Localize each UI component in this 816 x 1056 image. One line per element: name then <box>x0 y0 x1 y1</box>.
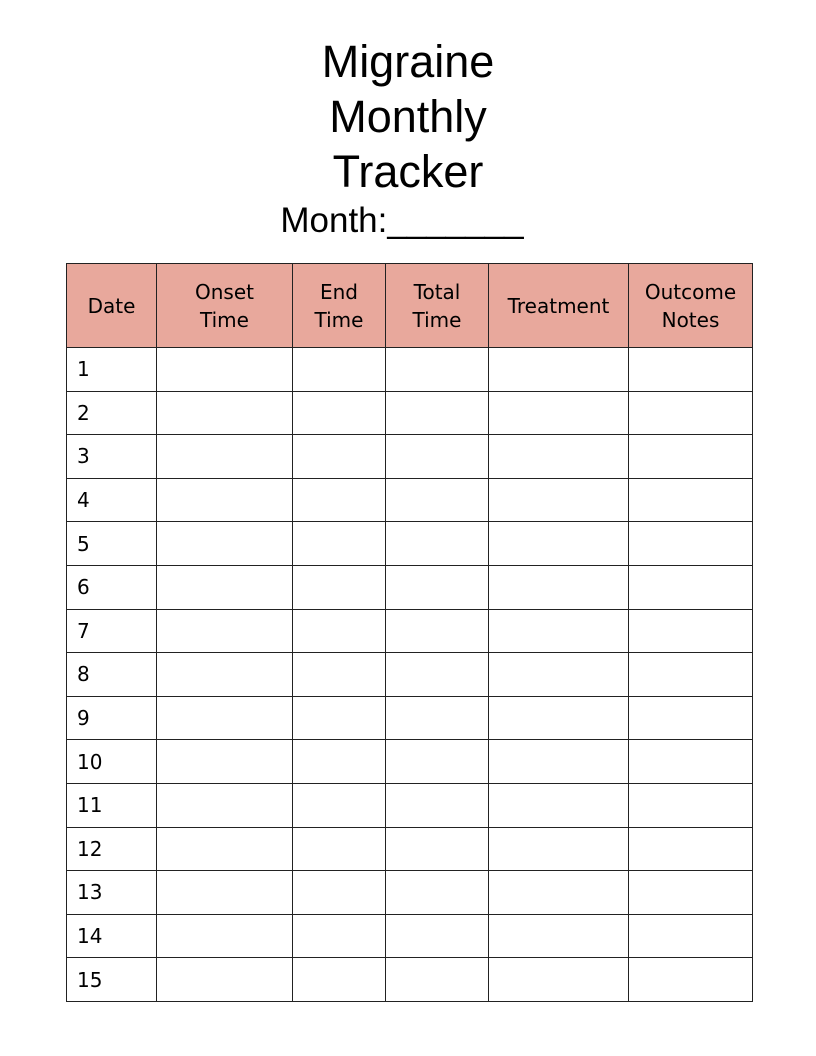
total-time-cell[interactable] <box>386 348 489 392</box>
table-row <box>67 391 753 435</box>
total-time-cell[interactable] <box>386 522 489 566</box>
date-cell: 9 <box>67 696 157 740</box>
outcome-notes-cell[interactable] <box>629 740 753 784</box>
treatment-cell[interactable] <box>489 827 629 871</box>
date-cell: 6 <box>67 565 157 609</box>
end-time-cell[interactable] <box>293 609 386 653</box>
table-row <box>67 348 753 392</box>
onset-time-cell[interactable] <box>157 435 293 479</box>
outcome-notes-cell[interactable] <box>629 914 753 958</box>
total-time-cell[interactable] <box>386 783 489 827</box>
end-time-cell[interactable] <box>293 827 386 871</box>
header-label: Onset <box>195 279 254 304</box>
title-line-2: Monthly <box>329 91 487 142</box>
table-row <box>67 871 753 915</box>
page-title <box>0 34 816 199</box>
total-time-cell[interactable] <box>386 696 489 740</box>
table-row <box>67 653 753 697</box>
outcome-notes-cell[interactable] <box>629 478 753 522</box>
onset-time-cell[interactable] <box>157 522 293 566</box>
outcome-notes-cell[interactable] <box>629 827 753 871</box>
table-row <box>67 696 753 740</box>
column-header-onset-time <box>157 264 293 348</box>
total-time-cell[interactable] <box>386 871 489 915</box>
end-time-cell[interactable] <box>293 914 386 958</box>
treatment-cell[interactable] <box>489 914 629 958</box>
date-cell: 15 <box>67 958 157 1002</box>
header-label: Date <box>87 293 136 318</box>
header-label: Notes <box>661 307 720 332</box>
header-label: Time <box>314 307 364 332</box>
onset-time-cell[interactable] <box>157 958 293 1002</box>
onset-time-cell[interactable] <box>157 391 293 435</box>
total-time-cell[interactable] <box>386 478 489 522</box>
onset-time-cell[interactable] <box>157 871 293 915</box>
end-time-cell[interactable] <box>293 565 386 609</box>
outcome-notes-cell[interactable] <box>629 348 753 392</box>
table-row <box>67 958 753 1002</box>
month-field: Month:_______ <box>280 201 524 240</box>
column-header-outcome-notes <box>629 264 753 348</box>
total-time-cell[interactable] <box>386 958 489 1002</box>
total-time-cell[interactable] <box>386 914 489 958</box>
table-row <box>67 609 753 653</box>
header-label: Treatment <box>507 293 610 318</box>
table-row <box>67 827 753 871</box>
end-time-cell[interactable] <box>293 696 386 740</box>
date-cell: 4 <box>67 478 157 522</box>
date-cell: 7 <box>67 609 157 653</box>
onset-time-cell[interactable] <box>157 478 293 522</box>
onset-time-cell[interactable] <box>157 653 293 697</box>
outcome-notes-cell[interactable] <box>629 783 753 827</box>
onset-time-cell[interactable] <box>157 914 293 958</box>
outcome-notes-cell[interactable] <box>629 871 753 915</box>
table-row <box>67 522 753 566</box>
header-label: Time <box>412 307 462 332</box>
treatment-cell[interactable] <box>489 958 629 1002</box>
column-header-treatment <box>489 264 629 348</box>
outcome-notes-cell[interactable] <box>629 958 753 1002</box>
treatment-cell[interactable] <box>489 696 629 740</box>
end-time-cell[interactable] <box>293 522 386 566</box>
date-cell: 1 <box>67 348 157 392</box>
end-time-cell[interactable] <box>293 391 386 435</box>
end-time-cell[interactable] <box>293 435 386 479</box>
table-row <box>67 478 753 522</box>
end-time-cell[interactable] <box>293 348 386 392</box>
onset-time-cell[interactable] <box>157 740 293 784</box>
table-row <box>67 565 753 609</box>
date-cell: 8 <box>67 653 157 697</box>
total-time-cell[interactable] <box>386 391 489 435</box>
treatment-cell[interactable] <box>489 391 629 435</box>
date-cell: 12 <box>67 827 157 871</box>
end-time-cell[interactable] <box>293 783 386 827</box>
onset-time-cell[interactable] <box>157 696 293 740</box>
treatment-cell[interactable] <box>489 871 629 915</box>
end-time-cell[interactable] <box>293 653 386 697</box>
treatment-cell[interactable] <box>489 609 629 653</box>
date-cell: 3 <box>67 435 157 479</box>
outcome-notes-cell[interactable] <box>629 391 753 435</box>
column-header-end-time <box>293 264 386 348</box>
treatment-cell[interactable] <box>489 478 629 522</box>
outcome-notes-cell[interactable] <box>629 435 753 479</box>
end-time-cell[interactable] <box>293 478 386 522</box>
tracker-table <box>66 263 753 1002</box>
total-time-cell[interactable] <box>386 435 489 479</box>
date-cell: 10 <box>67 740 157 784</box>
table-row <box>67 783 753 827</box>
table-row <box>67 435 753 479</box>
onset-time-cell[interactable] <box>157 609 293 653</box>
treatment-cell[interactable] <box>489 348 629 392</box>
total-time-cell[interactable] <box>386 740 489 784</box>
outcome-notes-cell[interactable] <box>629 653 753 697</box>
date-cell: 5 <box>67 522 157 566</box>
table-row <box>67 914 753 958</box>
date-cell: 13 <box>67 871 157 915</box>
outcome-notes-cell[interactable] <box>629 609 753 653</box>
end-time-cell[interactable] <box>293 740 386 784</box>
onset-time-cell[interactable] <box>157 783 293 827</box>
title-line-3: Tracker <box>332 146 484 197</box>
total-time-cell[interactable] <box>386 565 489 609</box>
end-time-cell[interactable] <box>293 958 386 1002</box>
end-time-cell[interactable] <box>293 871 386 915</box>
treatment-cell[interactable] <box>489 565 629 609</box>
header-label: Total <box>413 279 461 304</box>
header-label: Outcome <box>644 279 737 304</box>
column-header-total-time <box>386 264 489 348</box>
onset-time-cell[interactable] <box>157 348 293 392</box>
header-row <box>67 264 753 348</box>
onset-time-cell[interactable] <box>157 827 293 871</box>
table-row <box>67 740 753 784</box>
column-header-date <box>67 264 157 348</box>
treatment-cell[interactable] <box>489 740 629 784</box>
title-line-1: Migraine <box>321 36 495 87</box>
date-cell: 14 <box>67 914 157 958</box>
treatment-cell[interactable] <box>489 522 629 566</box>
onset-time-cell[interactable] <box>157 565 293 609</box>
total-time-cell[interactable] <box>386 653 489 697</box>
treatment-cell[interactable] <box>489 783 629 827</box>
date-cell: 11 <box>67 783 157 827</box>
total-time-cell[interactable] <box>386 609 489 653</box>
header-label: End <box>319 279 358 304</box>
treatment-cell[interactable] <box>489 435 629 479</box>
total-time-cell[interactable] <box>386 827 489 871</box>
header-label: Time <box>200 307 249 332</box>
tracker-body <box>67 348 753 1002</box>
treatment-cell[interactable] <box>489 653 629 697</box>
outcome-notes-cell[interactable] <box>629 565 753 609</box>
outcome-notes-cell[interactable] <box>629 696 753 740</box>
outcome-notes-cell[interactable] <box>629 522 753 566</box>
date-cell: 2 <box>67 391 157 435</box>
